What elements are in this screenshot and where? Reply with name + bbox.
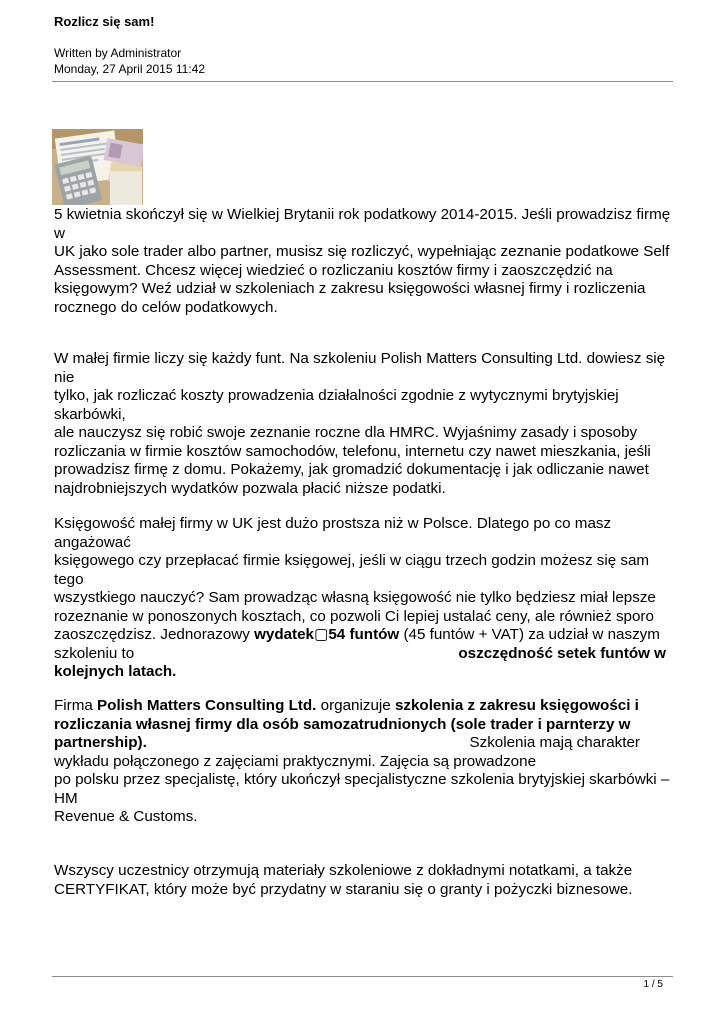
date-line: Monday, 27 April 2015 11:42 [54,62,205,76]
training-highlight: partnership). [54,734,147,751]
header-divider [52,81,673,82]
text-line: Księgowość małej firmy w UK jest dużo prostsza niż w Polsce. Dlatego po co masz angażować [54,515,612,551]
text-run: organizuje [316,697,395,714]
text-line [54,697,679,716]
text-line: księgowego czy przepłacać firmie księgowej, jeśli w ciągu trzech godzin możesz się sam tego [54,552,650,588]
text-line: po polsku przez specjalistę, który ukończył specjalistyczne szkolenia brytyjskiej skarbówki – HM [54,771,670,807]
text-line: wykładu połączonego z zajęciami praktycznymi. Zajęcia są prowadzone [54,752,537,770]
text-line: księgowym? Weź udział w szkoleniach z zakresu księgowości własnej firmy i rozliczenia [54,280,646,297]
text-line: prowadzisz firmę z domu. Pokażemy, jak gromadzić dokumentację i jak odliczanie nawet [54,461,649,478]
text-line: rozliczania w firmie kosztów samochodów, telefonu, internetu czy nawet mieszkania, jeśli [54,442,651,460]
paragraph-intro [54,206,679,317]
text-run: szkoleniu to [54,644,135,662]
savings-highlight: oszczędność setek funtów w [458,644,666,662]
page-title: Rozlicz się sam! [54,14,155,29]
text-line: 5 kwietnia skończył się w Wielkiej Brytanii rok podatkowy 2014-2015. Jeśli prowadzisz firmę w [54,206,671,242]
paragraph-savings [54,515,679,682]
text-line [54,645,666,664]
text-line: Assessment. Chcesz więcej wiedzieć o rozliczaniu kosztów firmy i zaoszczędzić na [54,261,613,279]
text-line: Revenue & Customs. [54,808,198,825]
text-line [54,626,679,645]
paragraph-organizer [54,697,679,827]
page-number: 1 / 5 [643,979,663,990]
paragraph-small-business [54,350,679,498]
paragraph-certificate [54,862,679,899]
price-highlight: wydatek▢54 funtów [254,626,400,643]
company-name: Polish Matters Consulting Ltd. [97,697,317,714]
author-line: Written by Administrator [54,46,182,60]
training-highlight: rozliczania własnej firmy dla osób samozatrudnionych (sole trader i parnterzy w [54,715,631,733]
text-run: (45 funtów + VAT) za udział w naszym [399,626,660,643]
text-line: CERTYFIKAT, który może być przydatny w staraniu się o granty i pożyczki biznesowe. [54,880,633,898]
text-line: najdrobniejszych wydatków pozwala płacić niższe podatki. [54,479,446,497]
footer-divider [52,976,673,977]
text-run: Szkolenia mają charakter [469,734,640,751]
training-highlight: szkolenia z zakresu księgowości i [394,697,639,714]
text-line: rozeznanie w ponoszonych kosztach, co pozwoli Ci lepiej ustalać ceny, ale również sporo [54,607,654,625]
text-line: rocznego do celów podatkowych. [54,298,278,316]
text-line: ale nauczysz się robić swoje zeznanie roczne dla HMRC. Wyjaśnimy zasady i sposoby [54,424,638,441]
text-line: tylko, jak rozliczać koszty prowadzenia działalności zgodnie z wytycznymi brytyjskiej skarbówki, [54,387,619,423]
text-line: Wszyscy uczestnicy otrzymują materiały szkoleniowe z dokładnymi notatkami, a także [54,862,633,879]
savings-highlight-end: kolejnych latach. [54,663,177,680]
text-line: wszystkiego nauczyć? Sam prowadząc własną księgowość nie tylko będziesz miał lepsze [54,589,656,606]
text-run: zaoszczędzisz. Jednorazowy [54,626,255,643]
text-line: UK jako sole trader albo partner, musisz się rozliczyć, wypełniając zeznanie podatkowe Self [54,243,670,260]
text-line: W małej firmie liczy się każdy funt. Na szkoleniu Polish Matters Consulting Ltd. dowiesz się nie [54,350,666,386]
text-run: Firma [54,697,98,714]
text-line [54,734,640,753]
calculator-tax-forms-photo [52,129,143,205]
